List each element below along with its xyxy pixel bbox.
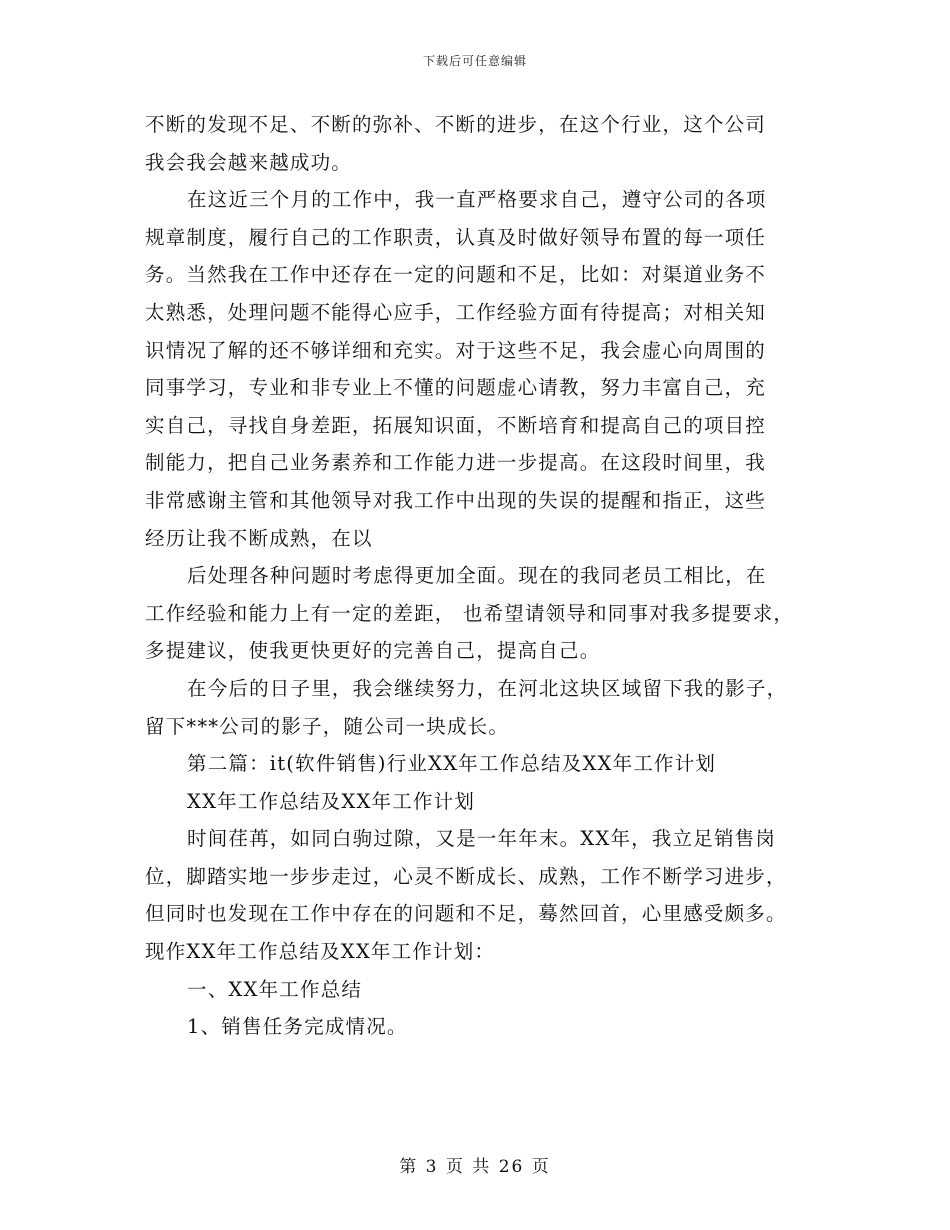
text-line: 不断的发现不足、不断的弥补、不断的进步，在这个行业，这个公司 (145, 113, 767, 136)
text-line: 工作经验和能力上有一定的差距， 也希望请领导和同事对我多提要求， (145, 601, 795, 625)
text-line: 我会我会越来越成功。 (145, 150, 353, 174)
text-line: 经历让我不断成熟，在以 (145, 526, 373, 550)
text-line: 太熟悉，处理问题不能得心应手，工作经验方面有待提高；对相关知 (145, 300, 767, 324)
text-line: 1、销售任务完成情况。 (187, 1015, 408, 1039)
text-line: XX年工作总结及XX年工作计划 (187, 789, 476, 813)
text-line: 务。当然我在工作中还存在一定的问题和不足，比如：对渠道业务不 (145, 263, 767, 287)
text-line: 规章制度，履行自己的工作职责，认真及时做好领导布置的每一项任 (145, 225, 767, 249)
text-line: 识情况了解的还不够详细和充实。对于这些不足，我会虚心向周围的 (145, 338, 767, 362)
text-line: 在这近三个月的工作中，我一直严格要求自己，遵守公司的各项 (187, 188, 767, 212)
document-body (145, 106, 825, 1046)
text-line: 时间荏苒，如同白驹过隙，又是一年年末。XX年，我立足销售岗 (187, 827, 777, 851)
text-line: 非常感谢主管和其他领导对我工作中出现的失误的提醒和指正，这些 (145, 488, 767, 512)
page-header-note: 下载后可任意编辑 (422, 54, 527, 68)
text-line: 一、XX年工作总结 (187, 977, 363, 1001)
text-line: 后处理各种问题时考虑得更加全面。现在的我同老员工相比，在 (187, 564, 767, 588)
text-line: 现作XX年工作总结及XX年工作计划： (145, 940, 496, 964)
page-number-footer: 第 3 页 共 26 页 (399, 1157, 551, 1177)
text-line: 在今后的日子里，我会继续努力，在河北这块区域留下我的影子， (187, 676, 788, 700)
text-line: 同事学习，专业和非专业上不懂的问题虚心请教，努力丰富自己，充 (145, 376, 767, 400)
text-line: 留下***公司的影子，随公司一块成长。 (145, 714, 510, 738)
text-line: 实自己，寻找自身差距，拓展知识面，不断培育和提高自己的项目控 (145, 413, 767, 437)
text-line: 多提建议，使我更快更好的完善自己，提高自己。 (145, 639, 601, 663)
text-line: 但同时也发现在工作中存在的问题和不足，蓦然回首，心里感受颇多。 (145, 902, 787, 926)
text-line: 制能力，把自己业务素养和工作能力进一步提高。在这段时间里，我 (145, 451, 767, 475)
text-line: 位，脚踏实地一步步走过，心灵不断成长、成熟，工作不断学习进步， (145, 864, 787, 888)
text-line: 第二篇：it(软件销售)行业XX年工作总结及XX年工作计划 (187, 752, 717, 776)
